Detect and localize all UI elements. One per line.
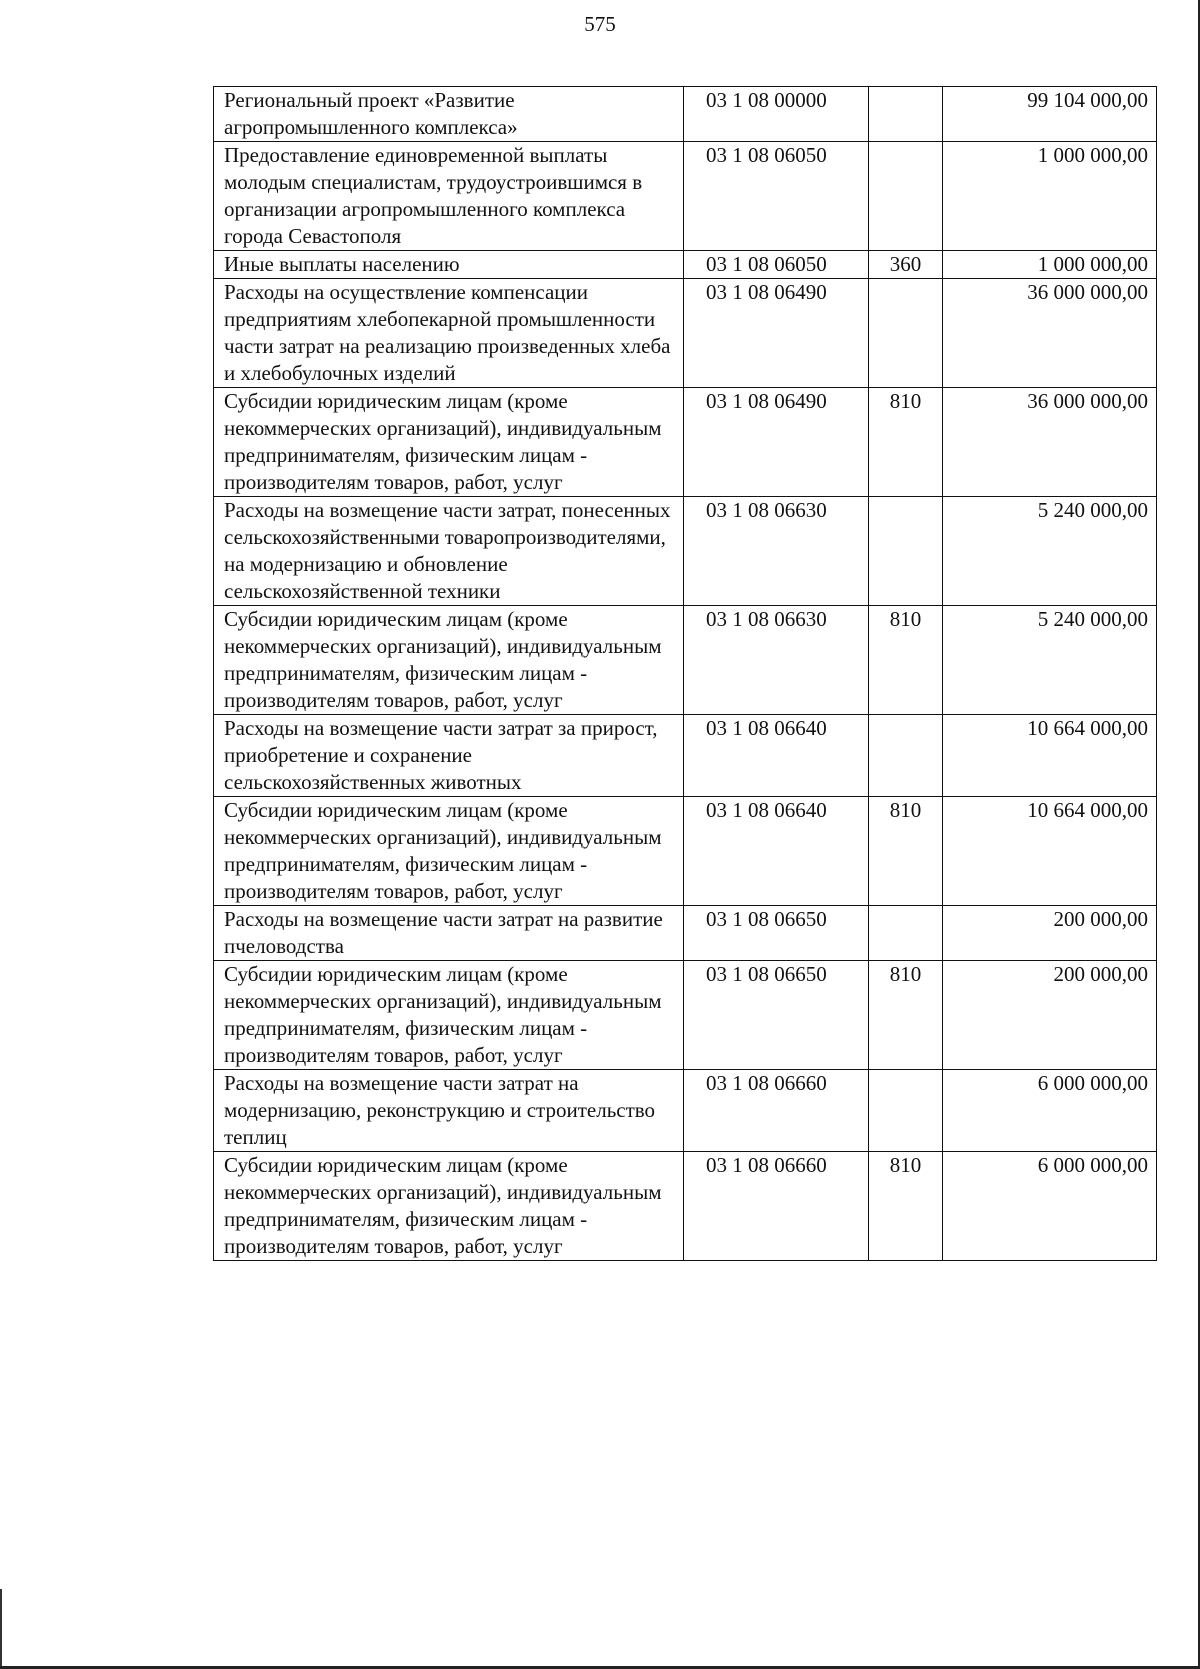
row-amount: 36 000 000,00 [943,279,1157,388]
table-row [214,797,1157,906]
row-name: Расходы на возмещение части затрат, понесенных сельскохозяйственными товаропроизводителями, на модернизацию и обновление сельскохозяйственной техники [214,497,684,606]
page-number: 575 [584,12,616,36]
row-type [869,1070,943,1152]
row-code: 03 1 08 06630 [684,497,869,606]
table-row [214,906,1157,961]
table-row [214,388,1157,497]
row-name: Субсидии юридическим лицам (кроме некоммерческих организаций), индивидуальным предпринимателям, физическим лицам - производителям товаров, работ, услуг [214,797,684,906]
row-code: 03 1 08 06630 [684,606,869,715]
row-type: 810 [869,961,943,1070]
row-type: 810 [869,606,943,715]
row-code: 03 1 08 06490 [684,279,869,388]
row-code: 03 1 08 06660 [684,1152,869,1261]
row-type [869,715,943,797]
row-name: Субсидии юридическим лицам (кроме некоммерческих организаций), индивидуальным предпринимателям, физическим лицам - производителям товаров, работ, услуг [214,606,684,715]
row-type [869,87,943,142]
row-name: Региональный проект «Развитие агропромышленного комплекса» [214,87,684,142]
scan-edge-left [0,1589,2,1669]
table-row [214,87,1157,142]
row-name: Расходы на возмещение части затрат за прирост, приобретение и сохранение сельскохозяйственных животных [214,715,684,797]
row-amount: 6 000 000,00 [943,1152,1157,1261]
row-code: 03 1 08 06050 [684,142,869,251]
row-type [869,497,943,606]
row-type [869,142,943,251]
table-row [214,1152,1157,1261]
row-code: 03 1 08 00000 [684,87,869,142]
row-amount: 36 000 000,00 [943,388,1157,497]
row-code: 03 1 08 06050 [684,251,869,279]
table-row [214,606,1157,715]
row-name: Субсидии юридическим лицам (кроме некоммерческих организаций), индивидуальным предпринимателям, физическим лицам - производителям товаров, работ, услуг [214,961,684,1070]
row-amount: 10 664 000,00 [943,797,1157,906]
row-amount: 10 664 000,00 [943,715,1157,797]
table-row [214,1070,1157,1152]
row-name: Иные выплаты населению [214,251,684,279]
row-code: 03 1 08 06650 [684,961,869,1070]
table-row [214,279,1157,388]
row-type: 360 [869,251,943,279]
row-type: 810 [869,1152,943,1261]
row-name: Расходы на возмещение части затрат на развитие пчеловодства [214,906,684,961]
row-amount: 1 000 000,00 [943,251,1157,279]
budget-table [213,86,1157,1261]
row-code: 03 1 08 06650 [684,906,869,961]
row-code: 03 1 08 06640 [684,797,869,906]
row-type: 810 [869,797,943,906]
row-amount: 1 000 000,00 [943,142,1157,251]
row-code: 03 1 08 06490 [684,388,869,497]
row-type: 810 [869,388,943,497]
row-name: Субсидии юридическим лицам (кроме некоммерческих организаций), индивидуальным предпринимателям, физическим лицам - производителям товаров, работ, услуг [214,388,684,497]
row-amount: 5 240 000,00 [943,606,1157,715]
row-amount: 6 000 000,00 [943,1070,1157,1152]
row-amount: 200 000,00 [943,961,1157,1070]
row-name: Расходы на осуществление компенсации предприятиям хлебопекарной промышленности части затрат на реализацию произведенных хлеба и хлебобулочных изделий [214,279,684,388]
table-row [214,961,1157,1070]
table-row [214,251,1157,279]
row-name: Предоставление единовременной выплаты молодым специалистам, трудоустроившимся в организации агропромышленного комплекса города Севастополя [214,142,684,251]
table-row [214,142,1157,251]
row-type [869,279,943,388]
row-amount: 5 240 000,00 [943,497,1157,606]
row-name: Расходы на возмещение части затрат на модернизацию, реконструкцию и строительство теплиц [214,1070,684,1152]
row-name: Субсидии юридическим лицам (кроме некоммерческих организаций), индивидуальным предпринимателям, физическим лицам - производителям товаров, работ, услуг [214,1152,684,1261]
table-row [214,497,1157,606]
table-row [214,715,1157,797]
row-amount: 200 000,00 [943,906,1157,961]
row-code: 03 1 08 06640 [684,715,869,797]
row-type [869,906,943,961]
row-amount: 99 104 000,00 [943,87,1157,142]
row-code: 03 1 08 06660 [684,1070,869,1152]
